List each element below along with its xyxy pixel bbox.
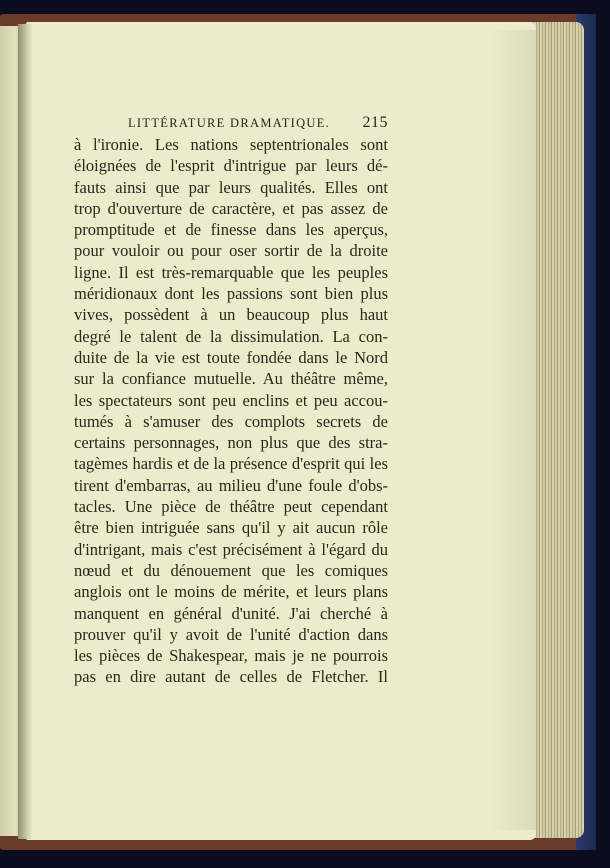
text-line: prouver qu'il y avoit de l'unité d'action dans bbox=[74, 624, 388, 644]
text-line: anglois ont le moins de mérite, et leurs plans bbox=[74, 582, 388, 602]
text-line: pour vouloir ou pour oser sortir de la droite bbox=[74, 241, 388, 261]
text-line: sur la confiance mutuelle. Au théâtre même, bbox=[74, 369, 388, 389]
page-edges bbox=[528, 22, 584, 838]
text-line: ligne. Il est très-remarquable que les peuples bbox=[74, 262, 388, 282]
page-number: 215 bbox=[362, 114, 388, 131]
text-line: vives, possèdent à un beaucoup plus haut bbox=[74, 305, 388, 325]
running-head bbox=[128, 116, 388, 136]
text-line: à l'ironie. Les nations septentrionales sont bbox=[74, 135, 388, 154]
page-shadow bbox=[490, 30, 536, 830]
page-gutter bbox=[18, 24, 32, 839]
text-line: promptitude et de finesse dans les aperçus, bbox=[74, 220, 388, 240]
body-text bbox=[74, 134, 388, 688]
text-line: être bien intriguée sans qu'il y ait aucun rôle bbox=[74, 518, 388, 538]
text-line: trop d'ouverture de caractère, et pas assez de bbox=[74, 198, 388, 218]
text-line: tirent d'embarras, au milieu d'une foule d'obs- bbox=[74, 475, 388, 495]
running-head-title: LITTÉRATURE DRAMATIQUE. bbox=[128, 116, 331, 130]
text-line: pas en dire autant de celles de Fletcher. Il bbox=[74, 667, 388, 687]
text-line: tacles. Une pièce de théâtre peut cependant bbox=[74, 497, 388, 517]
text-line: fauts ainsi que par leurs qualités. Elles ont bbox=[74, 177, 388, 197]
text-line: tumés à s'amuser des complots secrets de bbox=[74, 411, 388, 431]
text-line: d'intrigant, mais c'est précisément à l'égard du bbox=[74, 539, 388, 559]
text-line: méridionaux dont les passions sont bien plus bbox=[74, 284, 388, 304]
text-line: les pièces de Shakespear, mais je ne pourrois bbox=[74, 646, 388, 666]
text-line: duite de la vie est toute fondée dans le Nord bbox=[74, 347, 388, 367]
text-line: degré le talent de la dissimulation. La con- bbox=[74, 326, 388, 346]
text-line: manquent en général d'unité. J'ai cherché à bbox=[74, 603, 388, 623]
text-line: tagèmes hardis et de la présence d'esprit qui les bbox=[74, 454, 388, 474]
text-line: les spectateurs sont peu enclins et peu accou- bbox=[74, 390, 388, 410]
text-line: certains personnages, non plus que des stra- bbox=[74, 433, 388, 453]
text-line: nœud et du dénouement que les comiques bbox=[74, 560, 388, 580]
text-line: éloignées de l'esprit d'intrigue par leurs dé- bbox=[74, 156, 388, 176]
